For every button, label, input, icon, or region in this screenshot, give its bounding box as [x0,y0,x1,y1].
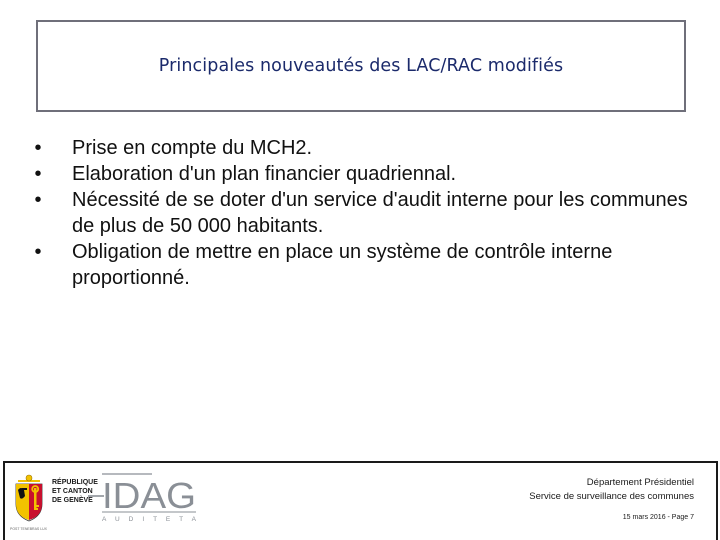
bullet-marker: • [34,137,42,159]
footer-border-left [3,461,5,540]
geneve-crest-logo [10,474,48,524]
idag-logo [88,468,198,524]
geneve-logo-line: DE GENÈVE [52,497,93,504]
footer-border-right [716,461,718,540]
idag-subtitle: A U D I T E T A [102,516,196,523]
bullet-item [28,135,698,161]
bullet-item [28,187,698,239]
bullet-text: Nécessité de se doter d'un service d'audit interne pour les communes de plus de 50 000 habitants. [72,189,688,237]
slide-title: Principales nouveautés des LAC/RAC modifiés [158,56,564,76]
department-name: Département Présidentiel [586,477,694,488]
date-page-info: 15 mars 2016 - Page 7 [622,514,694,521]
service-name: Service de surveillance des communes [529,491,694,502]
department-block [529,476,694,504]
bullet-item [28,239,698,291]
bullet-marker: • [34,189,42,211]
bullet-item [28,161,698,187]
bullet-marker: • [34,163,42,185]
footer-divider [3,461,717,463]
geneve-logo-line: ET CANTON [52,488,93,495]
title-box [36,20,686,112]
bullet-list [28,135,698,291]
geneve-tagline: POST TENEBRAS LUX [10,527,48,531]
geneve-logo-line: RÉPUBLIQUE [52,479,98,486]
bullet-marker: • [34,241,42,263]
idag-wordmark: IDAG [102,475,196,516]
bullet-text: Prise en compte du MCH2. [72,137,313,159]
bullet-text: Obligation de mettre en place un système de contrôle interne proportionné. [72,241,613,289]
bullet-text: Elaboration d'un plan financier quadriennal. [72,163,457,185]
